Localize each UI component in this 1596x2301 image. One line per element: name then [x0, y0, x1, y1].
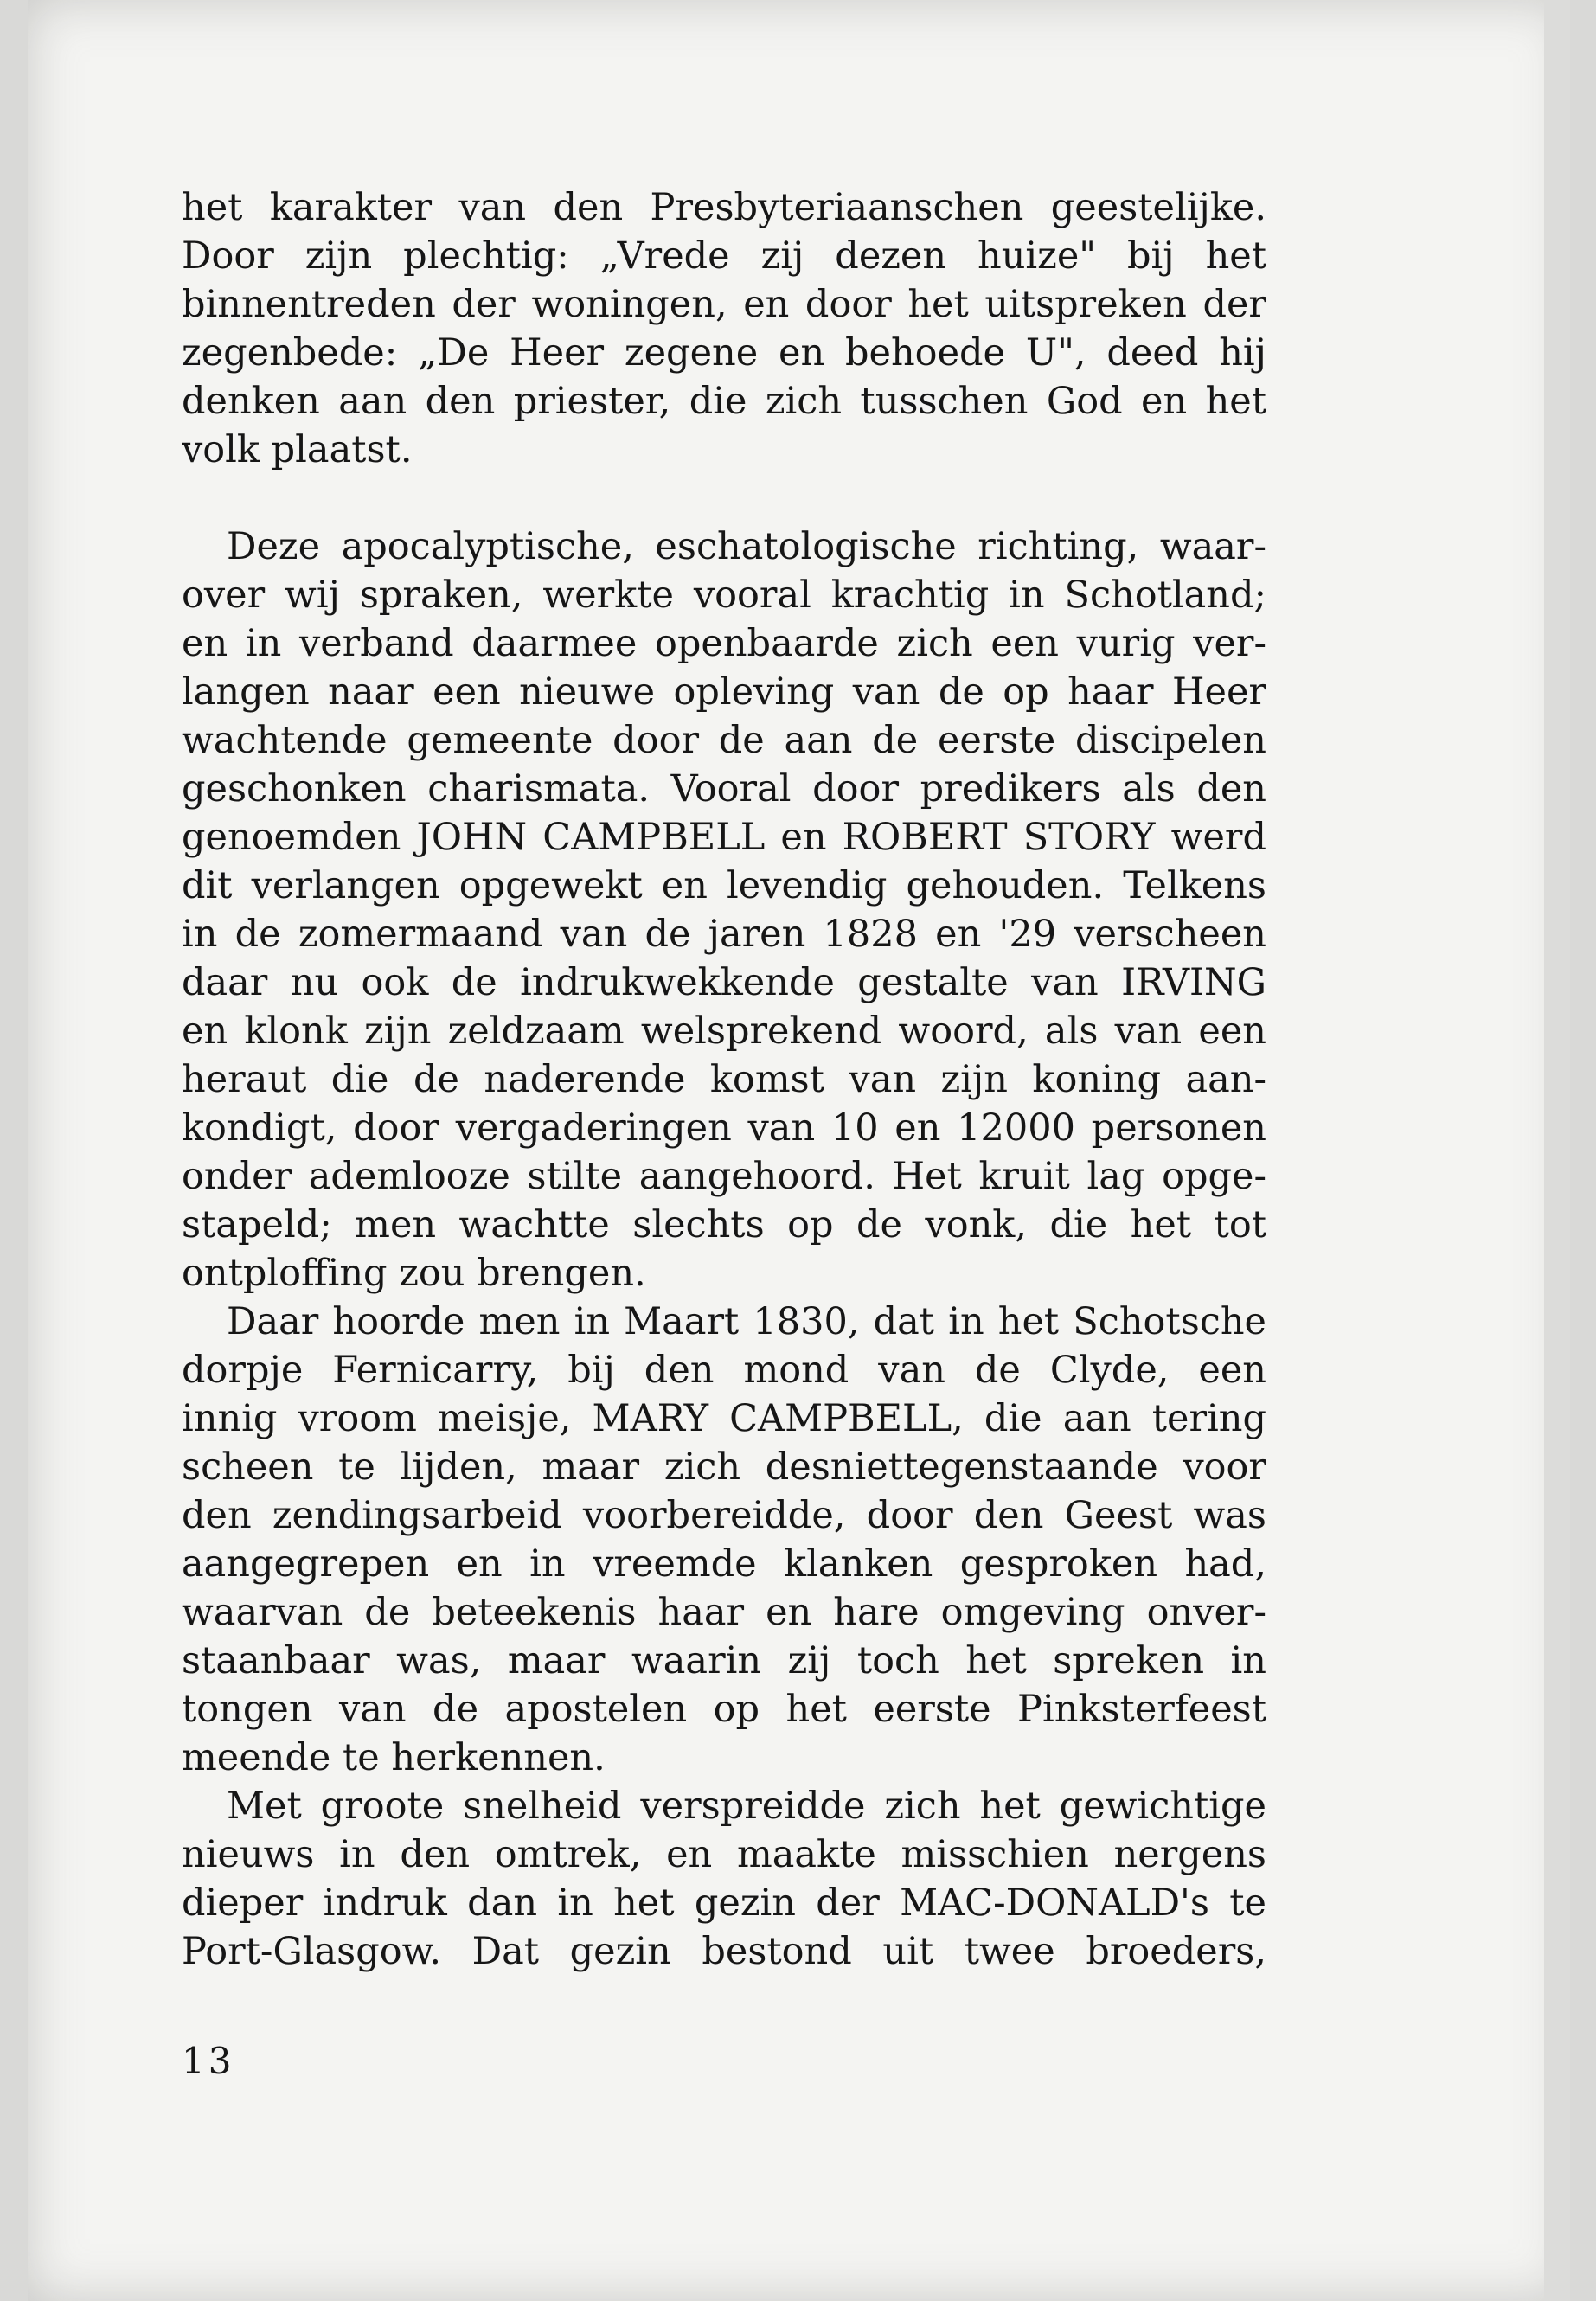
text-line: over wij spraken, werkte vooral krachtig in Schotland; — [182, 574, 1266, 617]
text-line: nieuws in den omtrek, en maakte misschien nergens — [182, 1833, 1266, 1876]
text-line: en klonk zijn zeldzaam welsprekend woord, als van een — [182, 1009, 1266, 1053]
text-line: Daar hoorde men in Maart 1830, dat in het Schotsche — [227, 1300, 1266, 1343]
text-line: volk plaatst. — [182, 428, 413, 471]
paragraph — [182, 522, 1266, 1298]
text-line: scheen te lijden, maar zich desniettegenstaande voor — [182, 1445, 1266, 1489]
text-line: staanbaar was, maar waarin zij toch het spreken in — [182, 1639, 1266, 1682]
text-line: innig vroom meisje, MARY CAMPBELL, die aan tering — [182, 1397, 1266, 1440]
text-line: dit verlangen opgewekt en levendig gehouden. Telkens — [182, 864, 1266, 907]
text-line: dieper indruk dan in het gezin der MAC-DONALD's te — [182, 1881, 1266, 1925]
text-line: kondigt, door vergaderingen van 10 en 12000 personen — [182, 1106, 1266, 1150]
text-line: den zendingsarbeid voorbereidde, door den Geest was — [182, 1494, 1266, 1537]
paragraph — [182, 183, 1266, 474]
text-line: geschonken charismata. Vooral door predikers als den — [182, 767, 1266, 811]
text-line: Met groote snelheid verspreidde zich het gewichtige — [227, 1785, 1266, 1828]
text-line: Deze apocalyptische, eschatologische richting, waar- — [227, 525, 1266, 568]
text-line: ontploffing zou brengen. — [182, 1252, 646, 1295]
text-line: daar nu ook de indrukwekkende gestalte van IRVING — [182, 961, 1266, 1004]
text-line: binnentreden der woningen, en door het uitspreken der — [182, 283, 1266, 326]
text-line: denken aan den priester, die zich tusschen God en het — [182, 380, 1266, 423]
text-line: meende te herkennen. — [182, 1736, 606, 1779]
text-line: het karakter van den Presbyteriaanschen geestelijke. — [182, 186, 1266, 229]
paragraph — [182, 1298, 1266, 1782]
text-line: tongen van de apostelen op het eerste Pinksterfeest — [182, 1688, 1266, 1731]
text-line: dorpje Fernicarry, bij den mond van de Clyde, een — [182, 1349, 1266, 1392]
text-line: Door zijn plechtig: „Vrede zij dezen huize" bij het — [182, 234, 1266, 278]
text-line: in de zomermaand van de jaren 1828 en '29 verscheen — [182, 913, 1266, 956]
text-line: langen naar een nieuwe opleving van de op haar Heer — [182, 670, 1266, 714]
text-line: Port-Glasgow. Dat gezin bestond uit twee broeders, — [182, 1930, 1266, 1973]
paragraph-gap — [182, 474, 1266, 522]
page-edge-shadow — [1544, 0, 1570, 2301]
text-line: heraut die de naderende komst van zijn koning aan- — [182, 1058, 1266, 1101]
body-text — [182, 183, 1266, 1976]
text-line: aangegrepen en in vreemde klanken gesproken had, — [182, 1542, 1266, 1586]
text-line: wachtende gemeente door de aan de eerste discipelen — [182, 719, 1266, 762]
text-line: zegenbede: „De Heer zegene en behoede U", deed hij — [182, 331, 1266, 375]
text-line: en in verband daarmee openbaarde zich een vurig ver- — [182, 622, 1266, 665]
text-line: onder ademlooze stilte aangehoord. Het kruit lag opge- — [182, 1155, 1266, 1198]
text-line: stapeld; men wachtte slechts op de vonk, die het tot — [182, 1203, 1266, 1247]
paragraph — [182, 1782, 1266, 1976]
text-line: genoemden JOHN CAMPBELL en ROBERT STORY werd — [182, 816, 1266, 859]
page-number: 13 — [182, 2040, 235, 2082]
text-line: waarvan de beteekenis haar en hare omgeving onver- — [182, 1591, 1266, 1634]
